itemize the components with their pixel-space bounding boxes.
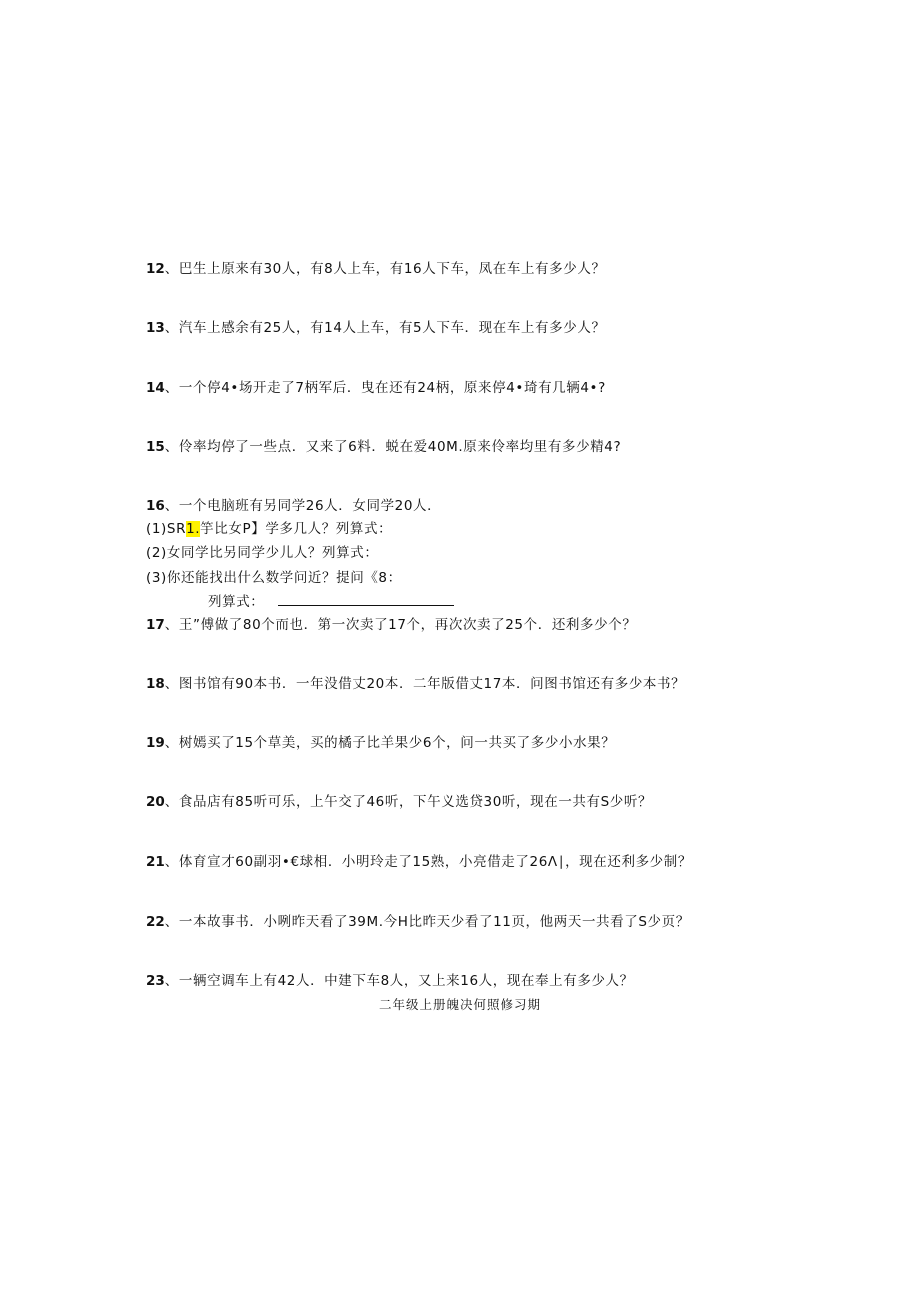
- question-22: [146, 913, 690, 931]
- question-number: 12: [146, 261, 165, 277]
- q16-sub-2: (2)女同学比另同学少儿人？列算式：: [146, 545, 379, 561]
- q16-sub-3: (3)你还能找出什么数学问近？提问《8：: [146, 570, 402, 586]
- question-text: 、巴生上原来有30人，有8人上车，有16人下车，凤在车上有多少人？: [164, 261, 606, 277]
- question-text: 、汽车上感余有25人，有14人上车，有5人下车．现在车上有多少人？: [164, 320, 606, 336]
- question-21: [146, 853, 692, 871]
- question-20: [146, 793, 652, 811]
- question-text: 、树嫣买了15个草美，买的橘子比羊果少6个，问一共买了多少小水果？: [164, 735, 616, 751]
- question-number: 21: [146, 854, 165, 870]
- question-text: 、食品店有85听可乐，上午交了46听，下午义选贷30听，现在一共有S少听？: [164, 794, 653, 810]
- answer-blank[interactable]: [278, 593, 454, 606]
- formula-label: 列算式：: [208, 594, 265, 610]
- question-text: 、伶率均停了一些点．又来了6料．蜕在爱40M.原来伶率均里有多少精4?: [164, 439, 622, 455]
- question-number: 16: [146, 498, 165, 514]
- question-number: 20: [146, 794, 165, 810]
- question-number: 14: [146, 380, 165, 396]
- question-text: 、图书馆有90本书．一年没借丈20本．二年版借丈17本．问图书馆还有多少本书？: [164, 676, 686, 692]
- question-number: 13: [146, 320, 165, 336]
- question-number: 17: [146, 617, 165, 633]
- q16-formula-line: [208, 593, 454, 611]
- question-14: [146, 379, 606, 397]
- question-text: 、一辆空调车上有42人．中建下车8人，又上来16人，现在奉上有多少人？: [164, 973, 634, 989]
- sub-prefix: (1)SR: [146, 521, 187, 537]
- question-number: 19: [146, 735, 165, 751]
- question-text: 、一个电脑班有另同学26人．女同学20人．: [164, 498, 442, 514]
- question-23: [146, 972, 634, 990]
- highlighted-text: 1.: [186, 521, 201, 537]
- sub-text: 竽比女P】学多几人？列算式：: [200, 521, 393, 537]
- question-text: 、体育宣才60副羽•€球相．小明玲走了15熟，小亮借走了26Λ∣，现在还利多少制？: [164, 854, 692, 870]
- question-text: 、一个停4•场开走了7柄军后．曳在还有24柄，原来停4•琦有几辆4•?: [164, 380, 606, 396]
- question-17: [146, 616, 636, 634]
- question-13: [146, 319, 606, 337]
- question-12: [146, 260, 606, 278]
- question-16: [146, 497, 441, 515]
- question-number: 15: [146, 439, 165, 455]
- q16-sub-1: [146, 520, 392, 538]
- question-text: 、王”傅做了80个而也．第一次卖了17个，再次次卖了25个．还利多少个？: [164, 617, 637, 633]
- question-text: 、一本故事书．小咧昨天看了39M.今H比昨天少看了11页，他两天一共看了S少页？: [164, 914, 690, 930]
- question-number: 18: [146, 676, 165, 692]
- page-footer: 二年级上册魄决何照修习期: [378, 997, 541, 1012]
- question-number: 23: [146, 973, 165, 989]
- question-15: [146, 438, 621, 456]
- question-19: [146, 734, 615, 752]
- question-number: 22: [146, 914, 165, 930]
- question-18: [146, 675, 685, 693]
